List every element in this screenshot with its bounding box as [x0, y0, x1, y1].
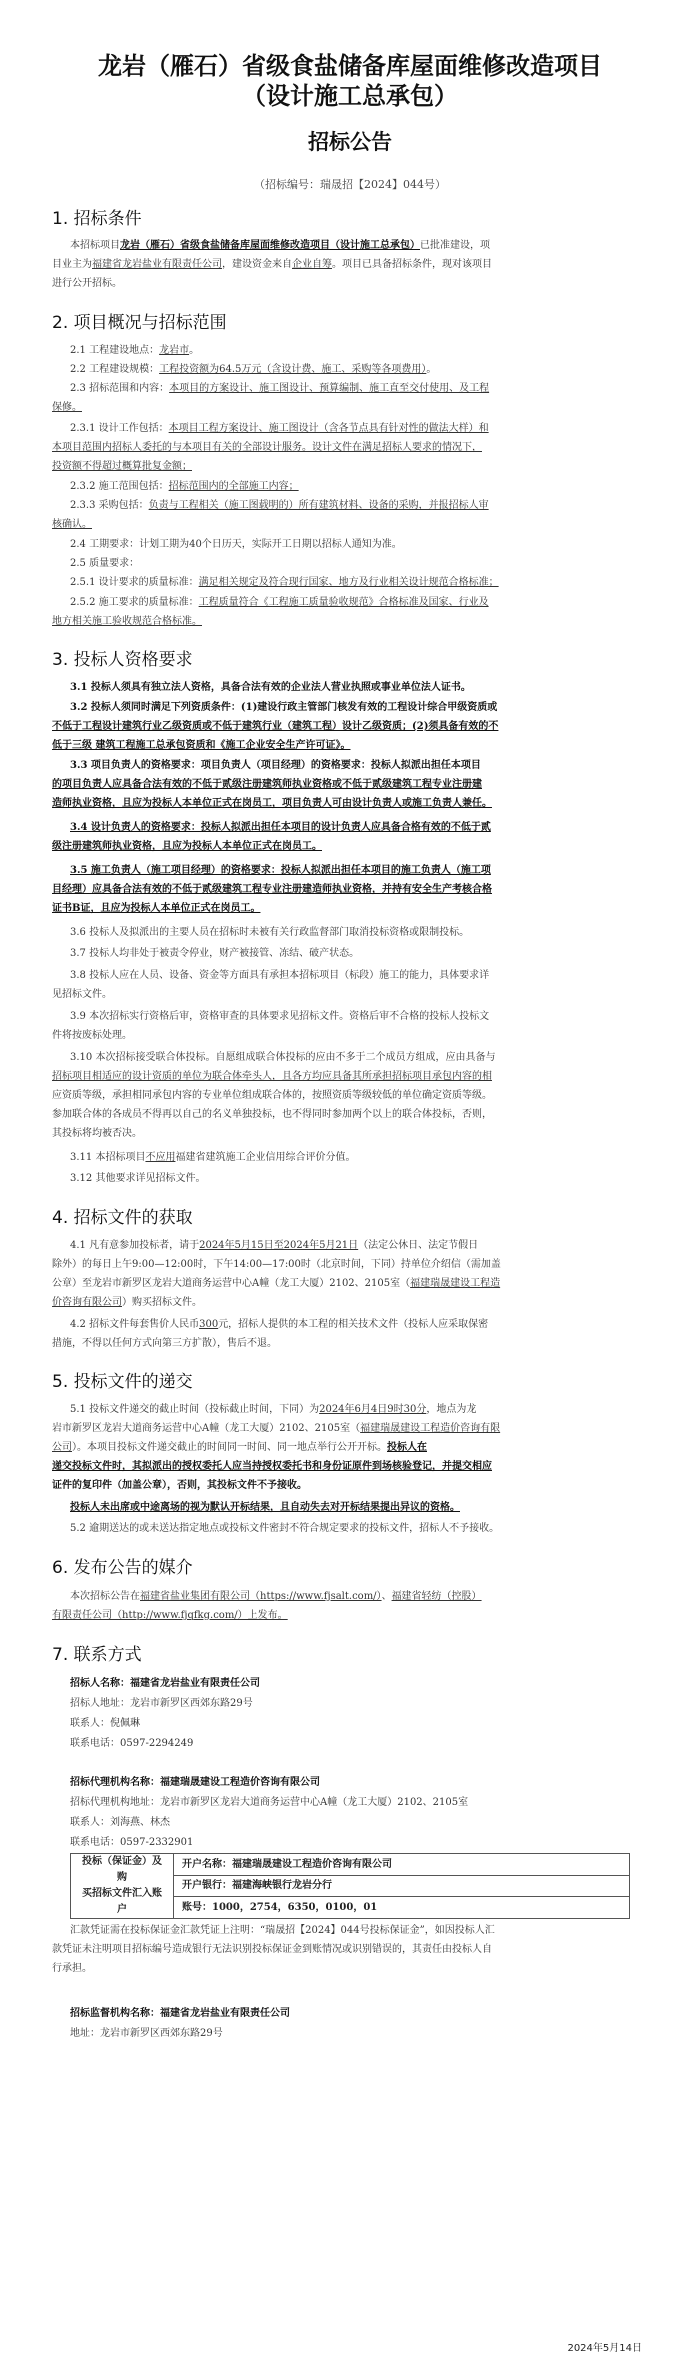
section-2-heading: 2. 项目概况与招标范围: [52, 313, 227, 333]
s3-line21: 应资质等级，承担相同承包内容的专业单位组成联合体的，按照资质等级较低的单位确定资质等级。: [52, 1090, 492, 1101]
s2-line1: 2.1 工程建设地点：龙岩市。: [70, 345, 200, 356]
s4-line4: 价咨询有限公司）购买招标文件。: [52, 1297, 202, 1308]
agency-name: 招标代理机构名称：福建瑞晟建设工程造价咨询有限公司: [70, 1777, 320, 1788]
s3-line1: 3.1 投标人须具有独立法人资格，具备合法有效的企业法人营业执照或事业单位法人证书。: [70, 682, 471, 693]
tenderer-address: 招标人地址：龙岩市新罗区西郊东路29号: [70, 1698, 253, 1709]
s2-line9: 2.3.3 采购包括：负责与工程相关（施工图载明的）所有建筑材料、设备的采购，并报招标人审: [70, 500, 489, 511]
s1-line2: 目业主为福建省龙岩盐业有限责任公司，建设资金来自企业自筹。项目已具备招标条件，现对该项目: [52, 259, 492, 270]
s3-line10: 3.5 施工负责人（施工项目经理）的资格要求：投标人拟派出担任本项目的施工负责人（施工项: [70, 865, 491, 876]
doc-title-line1: 龙岩（雁石）省级食盐储备库屋面维修改造项目: [98, 52, 602, 80]
issue-date: 2024年5月14日: [567, 2343, 642, 2354]
agency-contact: 联系人：刘海燕、林杰: [70, 1817, 170, 1828]
bank-account-table: [70, 1853, 630, 1919]
s3-line11: 目经理）应具备合法有效的不低于贰级建筑工程专业注册建造师执业资格，并持有安全生产考核合格: [52, 884, 492, 895]
s5-line4: 递交投标文件时，其拟派出的授权委托人应当持授权委托书和身份证原件到场核验登记，并提交相应: [52, 1461, 492, 1472]
section-4-heading: 4. 招标文件的获取: [52, 1208, 193, 1228]
s2-line11: 2.4 工期要求：计划工期为40个日历天，实际开工日期以招标人通知为准。: [70, 539, 402, 550]
s3-line16: 见招标文件。: [52, 989, 112, 1000]
tenderer-contact: 联系人：倪佩琳: [70, 1718, 140, 1729]
bank-account-number: 账号：1000，2754，6350，0100，01: [174, 1897, 630, 1919]
s3-line3: 不低于工程设计建筑行业乙级资质或不低于建筑行业（建筑工程）设计乙级资质；(2)须具备有效的不: [52, 721, 499, 732]
s3-line15: 3.8 投标人应在人员、设备、资金等方面具有承担本招标项目（标段）施工的能力，具体要求详: [70, 970, 490, 981]
s3-line6: 的项目负责人应具备合法有效的不低于贰级注册建筑师执业资格或不低于贰级建筑工程专业注册建: [52, 779, 482, 790]
s3-line7: 造师执业资格，且应为投标人本单位正式在岗员工，项目负责人可由设计负责人或施工负责人兼任。: [52, 798, 492, 809]
deposit-note-line1: 汇款凭证需在投标保证金汇款凭证上注明：“瑞晟招【2024】044号投标保证金”，如因投标人汇: [70, 1925, 495, 1936]
s2-line2: 2.2 工程建设规模：工程投资额为64.5万元（含设计费、施工、采购等各项费用）。: [70, 364, 437, 375]
section-3-heading: 3. 投标人资格要求: [52, 650, 193, 670]
s2-line10: 核确认。: [52, 519, 92, 530]
supervisor-name: 招标监督机构名称：福建省龙岩盐业有限责任公司: [70, 2008, 290, 2019]
s2-line13: 2.5.1 设计要求的质量标准：满足相关规定及符合现行国家、地方及行业相关设计规范合格标准；: [70, 577, 499, 588]
s1-line1: 本招标项目龙岩（雁石）省级食盐储备库屋面维修改造项目（设计施工总承包）已批准建设，项: [70, 240, 490, 251]
doc-title-line2: （设计施工总承包）: [242, 82, 458, 110]
doc-number: （招标编号：瑞晟招【2024】044号）: [254, 178, 446, 191]
s5-line3: 公司）。本项目投标文件递交截止的时间同一时间、同一地点举行公开开标。投标人在: [52, 1442, 427, 1453]
s3-line17: 3.9 本次招标实行资格后审，资格审查的具体要求见招标文件。资格后审不合格的投标人投标文: [70, 1011, 490, 1022]
s3-line12: 证书B证，且应为投标人本单位正式在岗员工。: [52, 903, 261, 914]
s3-line4: 低于三级 建筑工程施工总承包资质和《施工企业安全生产许可证》。: [52, 740, 351, 751]
doc-subtitle: 招标公告: [308, 130, 392, 154]
s2-line14: 2.5.2 施工要求的质量标准：工程质量符合《工程施工质量验收规范》合格标准及国家、行业及: [70, 597, 489, 608]
s3-line9: 级注册建筑师执业资格，且应为投标人本单位正式在岗员工。: [52, 841, 322, 852]
s2-line3: 2.3 招标范围和内容：本项目的方案设计、施工图设计、预算编制、施工直至交付使用、及工程: [70, 383, 490, 394]
supervisor-address: 地址：龙岩市新罗区西郊东路29号: [70, 2028, 223, 2039]
s3-line25: 3.12 其他要求详见招标文件。: [70, 1173, 206, 1184]
s5-line7: 5.2 逾期送达的或未送达指定地点或投标文件密封不符合规定要求的投标文件，招标人不予接收。: [70, 1523, 500, 1534]
s3-line20: 招标项目相适应的设计资质的单位为联合体牵头人，且各方均应具备其所承担招标项目承包内容的相: [52, 1071, 492, 1082]
s5-line1: 5.1 投标文件递交的截止时间（投标截止时间，下同）为2024年6月4日9时30分，地点为龙: [70, 1404, 477, 1415]
deposit-note-line2: 款凭证未注明项目招标编号造成银行无法识别投标保证金到账情况或识别错误的，其责任由投标人自: [52, 1944, 492, 1955]
s3-line19: 3.10 本次招标接受联合体投标。自愿组成联合体投标的应由不多于二个成员方组成，应由具备与: [70, 1052, 496, 1063]
section-6-heading: 6. 发布公告的媒介: [52, 1558, 193, 1578]
s3-line13: 3.6 投标人及拟派出的主要人员在招标时未被有关行政监督部门取消投标资格或限制投标。: [70, 927, 470, 938]
section-5-heading: 5. 投标文件的递交: [52, 1372, 193, 1392]
s3-line18: 件将按废标处理。: [52, 1030, 132, 1041]
s2-line12: 2.5 质量要求：: [70, 558, 140, 569]
fjsalt-link[interactable]: 福建省盐业集团有限公司（https://www.fjsalt.com/）: [140, 1591, 382, 1602]
s4-line3: 公章）至龙岩市新罗区龙岩大道商务运营中心A幢（龙工大厦）2102、2105室（福建瑞晟建设工程造: [52, 1278, 501, 1289]
s4-line6: 措施，不得以任何方式向第三方扩散），售后不退。: [52, 1338, 277, 1349]
s3-line14: 3.7 投标人均非处于被责令停业，财产被接管、冻结、破产状态。: [70, 948, 360, 959]
s2-line4: 保修。: [52, 402, 82, 413]
s3-line22: 参加联合体的各成员不得再以自己的名义单独投标，也不得同时参加两个以上的联合体投标，否则，: [52, 1109, 492, 1120]
agency-address: 招标代理机构地址：龙岩市新罗区龙岩大道商务运营中心A幢（龙工大厦）2102、2105室: [70, 1797, 469, 1808]
tenderer-name: 招标人名称：福建省龙岩盐业有限责任公司: [70, 1678, 260, 1689]
s2-line5: 2.3.1 设计工作包括：本项目工程方案设计、施工图设计（含各节点具有针对性的做法大样）和: [70, 423, 489, 434]
s3-line24: 3.11 本招标项目不应用福建省建筑施工企业信用综合评价分值。: [70, 1152, 356, 1163]
s4-line5: 4.2 招标文件每套售价人民币300元，招标人提供的本工程的相关技术文件（投标人应采取保密: [70, 1319, 489, 1330]
s6-line1: 本次招标公告在福建省盐业集团有限公司（https://www.fjsalt.com/）、福建省轻纺（控股）: [70, 1591, 482, 1602]
s3-line5: 3.3 项目负责人的资格要求：项目负责人（项目经理）的资格要求：投标人拟派出担任本项目: [70, 760, 481, 771]
s2-line15: 地方相关施工验收规范合格标准。: [52, 616, 202, 627]
s5-line6: 投标人未出席或中途离场的视为默认开标结果，且自动失去对开标结果提出异议的资格。: [70, 1502, 460, 1513]
s2-line6: 本项目范围内招标人委托的与本项目有关的全部设计服务。设计文件在满足招标人要求的情况下，: [52, 442, 482, 453]
s2-line8: 2.3.2 施工范围包括：招标范围内的全部施工内容；: [70, 481, 299, 492]
s4-line2: 除外）的每日上午9:00—12:00时，下午14:00—17:00时（北京时间，下同）持单位介绍信（需加盖: [52, 1259, 501, 1270]
deposit-note-line3: 行承担。: [52, 1963, 92, 1974]
agency-phone: 联系电话：0597-2332901: [70, 1837, 194, 1848]
bank-account-name: 开户名称：福建瑞晟建设工程造价咨询有限公司: [174, 1854, 630, 1876]
s1-line3: 进行公开招标。: [52, 278, 122, 289]
s5-line2: 岩市新罗区龙岩大道商务运营中心A幢（龙工大厦）2102、2105室（福建瑞晟建设工程造价咨询有限: [52, 1423, 501, 1434]
s3-line23: 其投标将均被否决。: [52, 1128, 142, 1139]
tenderer-phone: 联系电话：0597-2294249: [70, 1738, 194, 1749]
section-7-heading: 7. 联系方式: [52, 1645, 142, 1665]
section-1-heading: 1. 招标条件: [52, 209, 142, 229]
bank-table-label: 投标（保证金）及购 买招标文件汇入账户: [71, 1854, 174, 1919]
fjqfkg-link[interactable]: 有限责任公司（http://www.fjqfkg.com/）上发布。: [52, 1610, 288, 1621]
bank-name: 开户银行：福建海峡银行龙岩分行: [174, 1875, 630, 1897]
s3-line2: 3.2 投标人须同时满足下列资质条件：(1)建设行政主管部门核发有效的工程设计综合甲级资质或: [70, 702, 498, 713]
s2-line7: 投资额不得超过概算批复金额；: [52, 461, 192, 472]
s3-line8: 3.4 设计负责人的资格要求：投标人拟派出担任本项目的设计负责人应具备合格有效的不低于贰: [70, 822, 491, 833]
s5-line5: 证件的复印件（加盖公章），否则，其投标文件不予接收。: [52, 1480, 307, 1491]
s4-line1: 4.1 凡有意参加投标者，请于2024年5月15日至2024年5月21日（法定公休日、法定节假日: [70, 1240, 479, 1251]
